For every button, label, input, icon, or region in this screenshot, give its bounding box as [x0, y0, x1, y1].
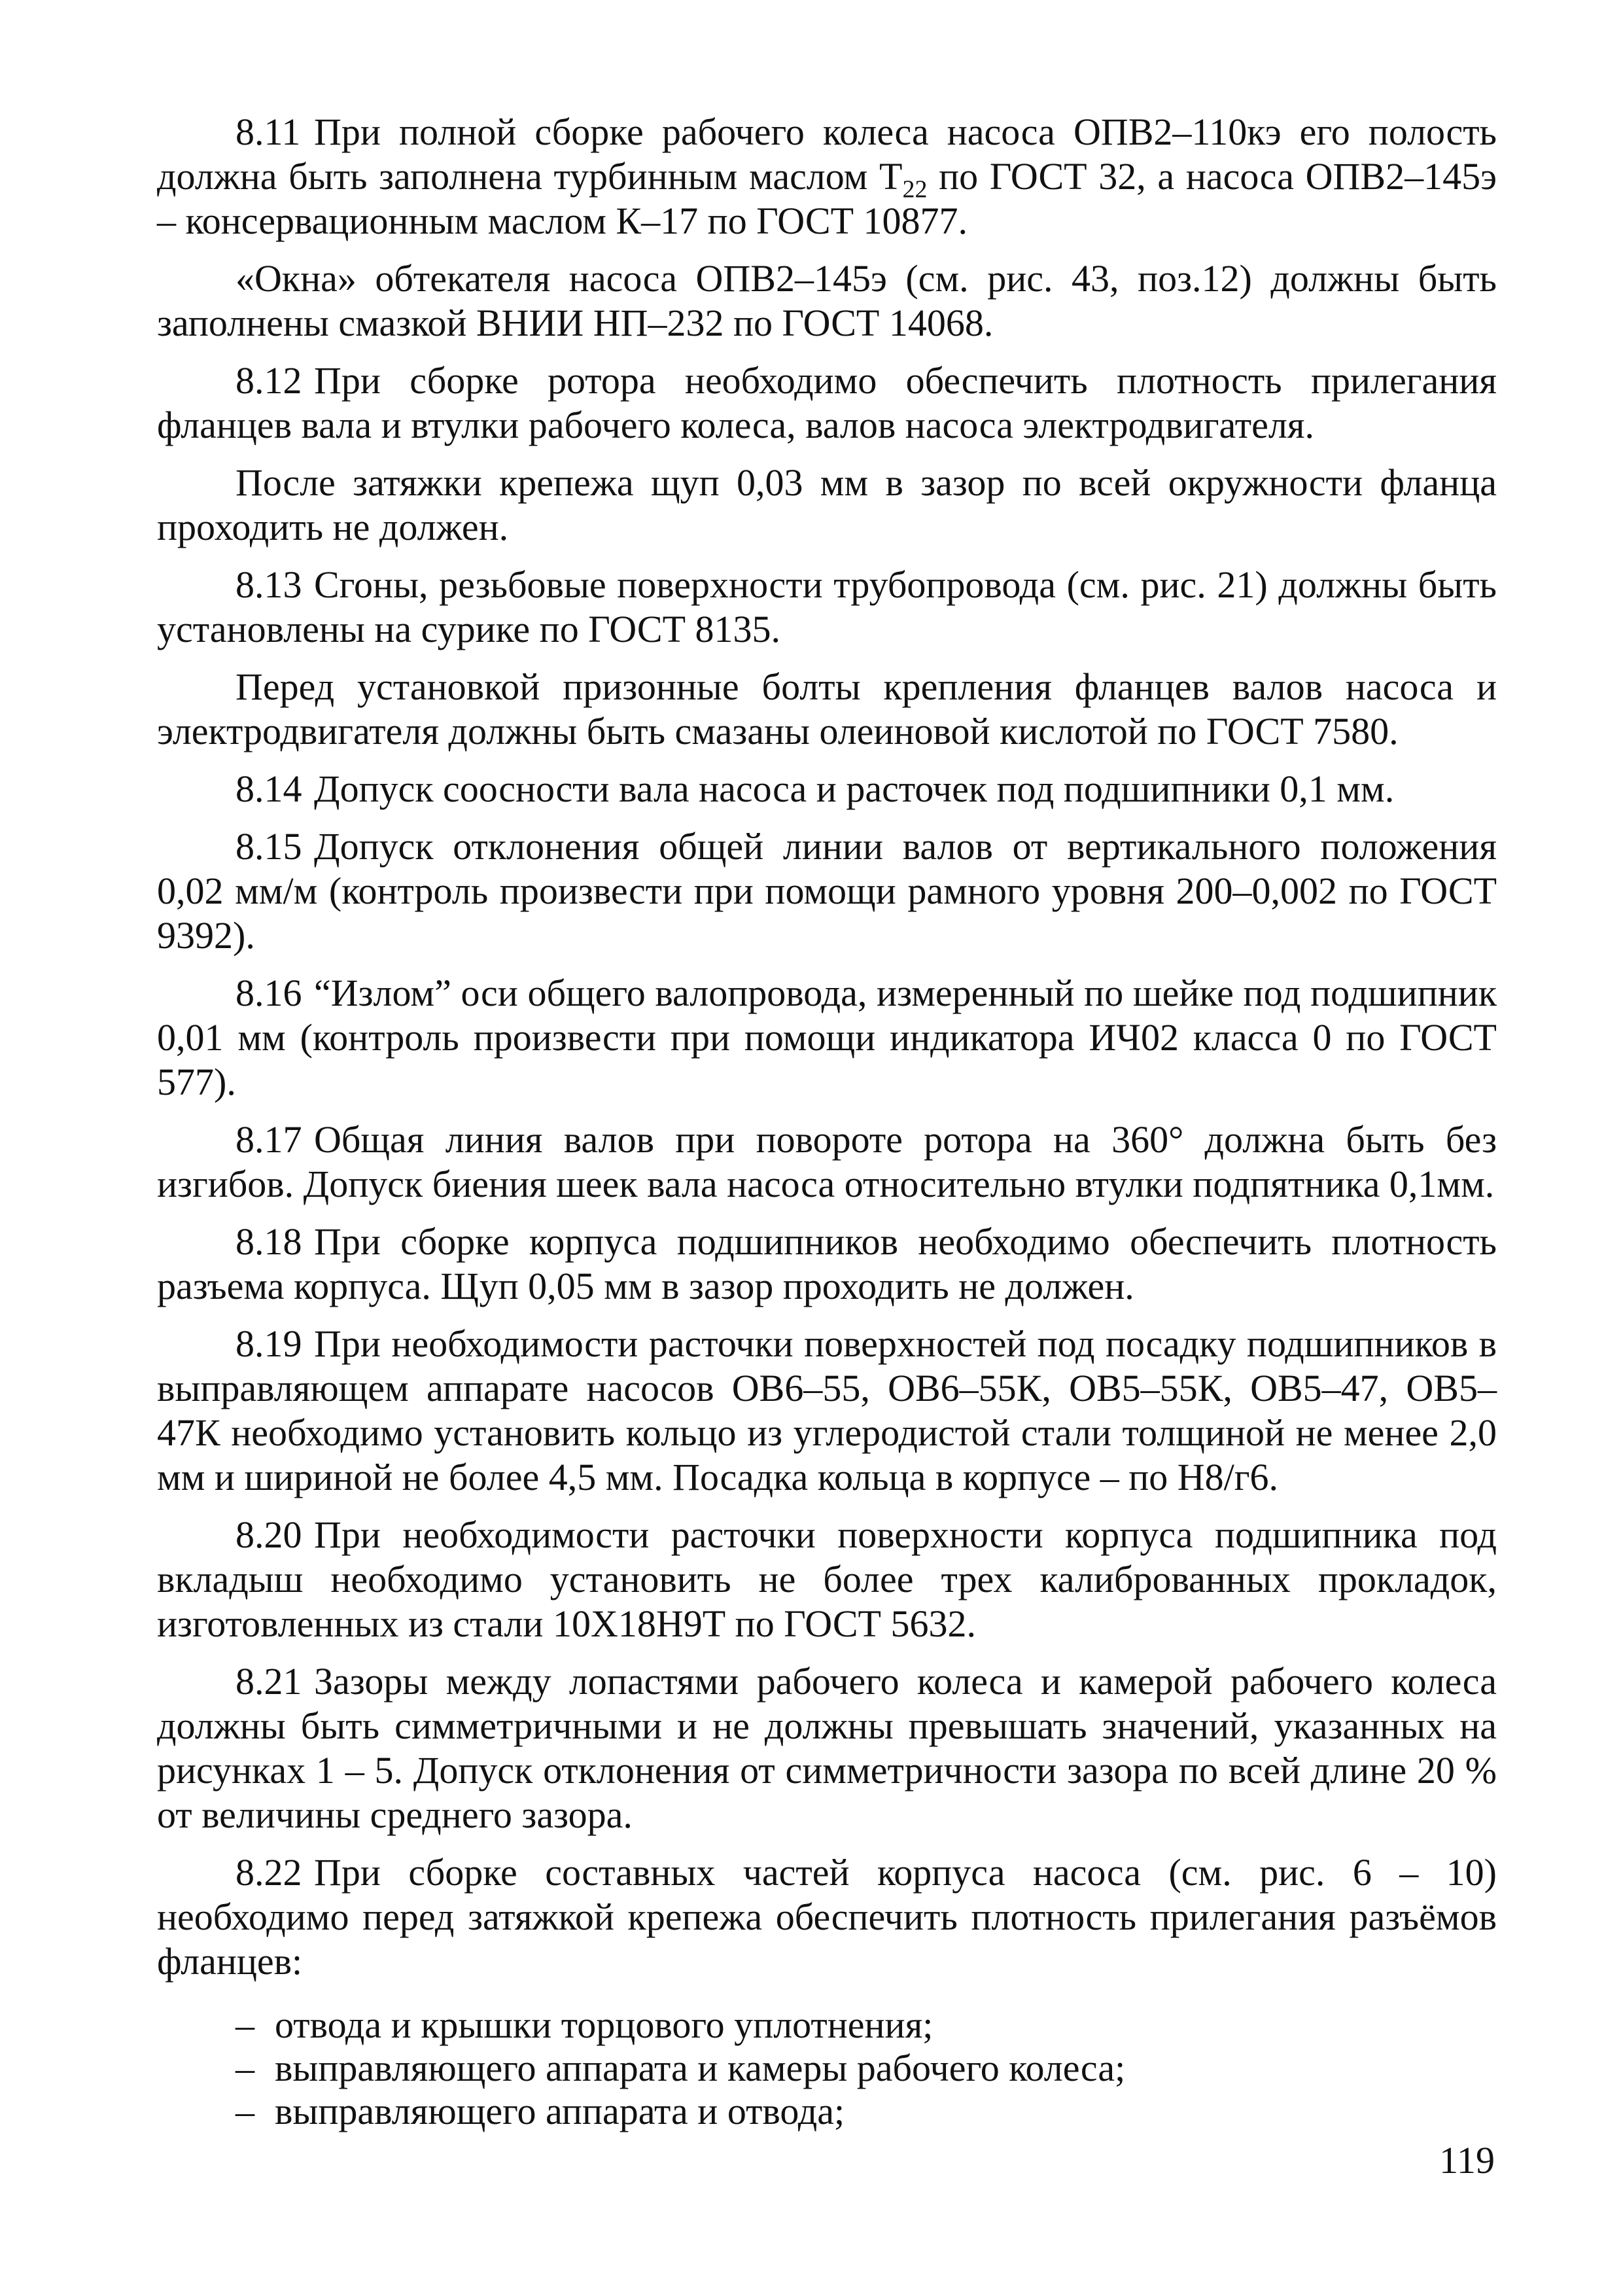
paragraph-text: При сборке корпуса подшипников необходимо обеспечить плотность разъема корпуса. Щуп 0,05 мм в зазор проходить не должен. [157, 1220, 1497, 1307]
paragraph-text: После затяжки крепежа щуп 0,03 мм в зазор по всей окружности фланца проходить не должен. [157, 461, 1497, 548]
paragraph-8-16 [157, 971, 1497, 1104]
list-dash: – [236, 2090, 254, 2132]
clause-number: 8.22 [236, 1851, 302, 1894]
paragraph-text: Перед установкой призонные болты крепления фланцев валов насоса и электродвигателя должны быть смазаны олеиновой кислотой по ГОСТ 7580. [157, 665, 1497, 752]
paragraph-8-12 [157, 359, 1497, 448]
paragraph-text: При необходимости расточки поверхности корпуса подшипника под вкладыш необходимо установить не более трех калиброванных прокладок, изготовленных из стали 10Х18Н9Т по ГОСТ 5632. [157, 1513, 1497, 1645]
clause-number: 8.21 [236, 1660, 302, 1703]
paragraph-8-12-probe [157, 461, 1497, 550]
paragraph-text: Общая линия валов при повороте ротора на 360° должна быть без изгибов. Допуск биения шеек вала насоса относительно втулки подпятника 0,1мм. [157, 1118, 1497, 1205]
clause-number: 8.17 [236, 1118, 302, 1161]
flange-list [157, 2004, 1497, 2133]
paragraph-text: При сборке ротора необходимо обеспечить плотность прилегания фланцев вала и втулки рабочего колеса, валов насоса электродвигателя. [157, 359, 1497, 446]
list-dash: – [236, 2047, 254, 2089]
paragraph-8-14 [157, 767, 1497, 811]
paragraph-text: Допуск соосности вала насоса и расточек под подшипники 0,1 мм. [314, 768, 1395, 810]
paragraph-text: При необходимости расточки поверхностей под посадку подшипников в выправляющем аппарате насосов ОВ6–55, ОВ6–55К, ОВ5–55К, ОВ5–47, ОВ5–47К необходимо установить кольцо из углеродистой стали толщиной не менее 2,0 мм и шириной не более 4,5 мм. Посадка кольца в корпусе – по Н8/г6. [157, 1322, 1497, 1498]
paragraph-8-20 [157, 1513, 1497, 1646]
page-number: 119 [1439, 2139, 1495, 2181]
paragraph-text: “Излом” оси общего валопровода, измеренный по шейке под подшипник 0,01 мм (контроль произвести при помощи индикатора ИЧ02 класса 0 по ГОСТ 577). [157, 972, 1497, 1103]
paragraph-text: «Окна» обтекателя насоса ОПВ2–145э (см. рис. 43, поз.12) должны быть заполнены смазкой ВНИИ НП–232 по ГОСТ 14068. [157, 257, 1497, 344]
clause-number: 8.16 [236, 972, 302, 1014]
paragraph-text: При полной сборке рабочего колеса насоса ОПВ2–110кэ его полость должна быть заполнена турбинным маслом Т [157, 111, 1497, 198]
page-body [157, 110, 1497, 2133]
paragraph-8-22 [157, 1850, 1497, 1984]
clause-number: 8.20 [236, 1513, 302, 1556]
paragraph-8-13-bolts [157, 665, 1497, 754]
clause-number: 8.14 [236, 768, 302, 810]
paragraph-8-17 [157, 1118, 1497, 1207]
paragraph-8-19 [157, 1322, 1497, 1500]
paragraph-text: Допуск отклонения общей линии валов от вертикального положения 0,02 мм/м (контроль произвести при помощи рамного уровня 200–0,002 по ГОСТ 9392). [157, 825, 1497, 957]
paragraph-8-11-windows [157, 256, 1497, 345]
clause-number: 8.13 [236, 563, 302, 606]
list-item [157, 2004, 1497, 2047]
list-item-text: выправляющего аппарата и отвода; [275, 2090, 845, 2132]
paragraph-8-13 [157, 563, 1497, 652]
list-item [157, 2047, 1497, 2090]
list-dash: – [236, 2004, 254, 2046]
clause-number: 8.11 [236, 111, 301, 153]
list-item-text: отвода и крышки торцового уплотнения; [275, 2004, 934, 2046]
paragraph-8-11 [157, 110, 1497, 243]
paragraph-text: При сборке составных частей корпуса насоса (см. рис. 6 – 10) необходимо перед затяжкой крепежа обеспечить плотность прилегания разъёмов фланцев: [157, 1851, 1497, 1983]
clause-number: 8.15 [236, 825, 302, 868]
subscript: 22 [902, 175, 928, 203]
list-item-text: выправляющего аппарата и камеры рабочего колеса; [275, 2047, 1126, 2089]
paragraph-8-21 [157, 1659, 1497, 1837]
paragraph-8-18 [157, 1220, 1497, 1309]
paragraph-8-15 [157, 824, 1497, 958]
clause-number: 8.19 [236, 1322, 302, 1365]
list-item [157, 2090, 1497, 2133]
clause-number: 8.12 [236, 359, 302, 402]
paragraph-text: Сгоны, резьбовые поверхности трубопровода (см. рис. 21) должны быть установлены на сурике по ГОСТ 8135. [157, 563, 1497, 650]
paragraph-text: Зазоры между лопастями рабочего колеса и камерой рабочего колеса должны быть симметричными и не должны превышать значений, указанных на рисунках 1 – 5. Допуск отклонения от симметричности зазора по всей длине 20 % от величины среднего зазора. [157, 1660, 1497, 1836]
clause-number: 8.18 [236, 1220, 302, 1263]
paragraph-text: по ГОСТ 32, а насоса ОПВ2–145э – консервационным маслом К–17 по ГОСТ 10877. [157, 155, 1497, 242]
